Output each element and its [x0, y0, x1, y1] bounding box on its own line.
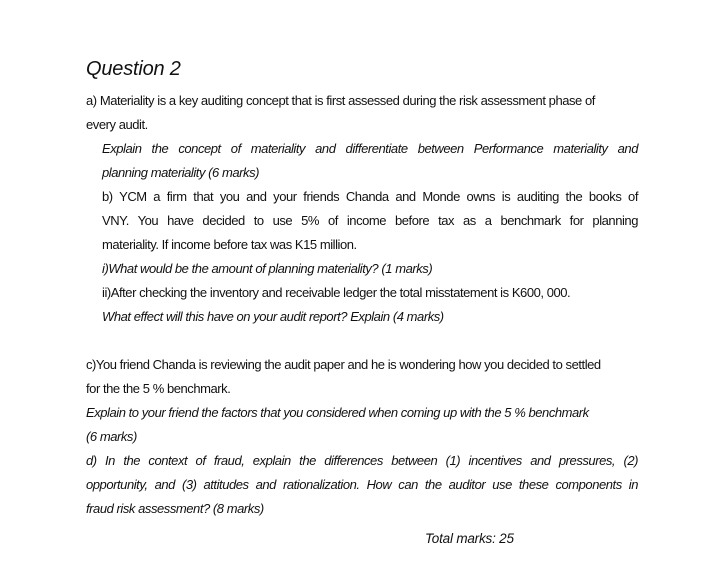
part-b-question-i: i)What would be the amount of planning materiality? (1 marks): [102, 261, 433, 276]
part-c-line-2: for the the 5 % benchmark.: [86, 381, 231, 396]
question-title: Question 2: [86, 58, 181, 80]
part-b-question-ii: ii)After checking the inventory and receivable ledger the total misstatement is K600, 000.: [102, 285, 571, 300]
part-d-line-2: opportunity, and (3) attitudes and rationalization. How can the auditor use these components in: [86, 477, 638, 492]
part-d-line-1: d) In the context of fraud, explain the differences between (1) incentives and pressures, (2): [86, 453, 638, 468]
part-b-line-1: b) YCM a firm that you and your friends Chanda and Monde owns is auditing the books of: [102, 189, 638, 204]
part-a-task-line-2: planning materiality (6 marks): [102, 165, 260, 180]
part-a-intro-line-1: a) Materiality is a key auditing concept that is first assessed during the risk assessment phase of: [86, 93, 595, 108]
part-c-task-line-1: Explain to your friend the factors that you considered when coming up with the 5 % benchmark: [86, 405, 589, 420]
part-c-line-1: c)You friend Chanda is reviewing the audit paper and he is wondering how you decided to settled: [86, 357, 601, 372]
part-b-line-3: materiality. If income before tax was K15 million.: [102, 237, 357, 252]
total-marks: Total marks: 25: [425, 531, 514, 546]
part-c-task-line-2: (6 marks): [86, 429, 137, 444]
question-document: [86, 58, 638, 521]
part-a-intro-line-2: every audit.: [86, 117, 148, 132]
part-d-line-3: fraud risk assessment? (8 marks): [86, 501, 264, 516]
section-spacer: [86, 329, 638, 353]
part-a-task-line-1: Explain the concept of materiality and differentiate between Performance materiality and: [102, 141, 638, 156]
part-b-line-2: VNY. You have decided to use 5% of income before tax as a benchmark for planning: [102, 213, 638, 228]
part-b-question-ii-task: What effect will this have on your audit report? Explain (4 marks): [102, 309, 444, 324]
